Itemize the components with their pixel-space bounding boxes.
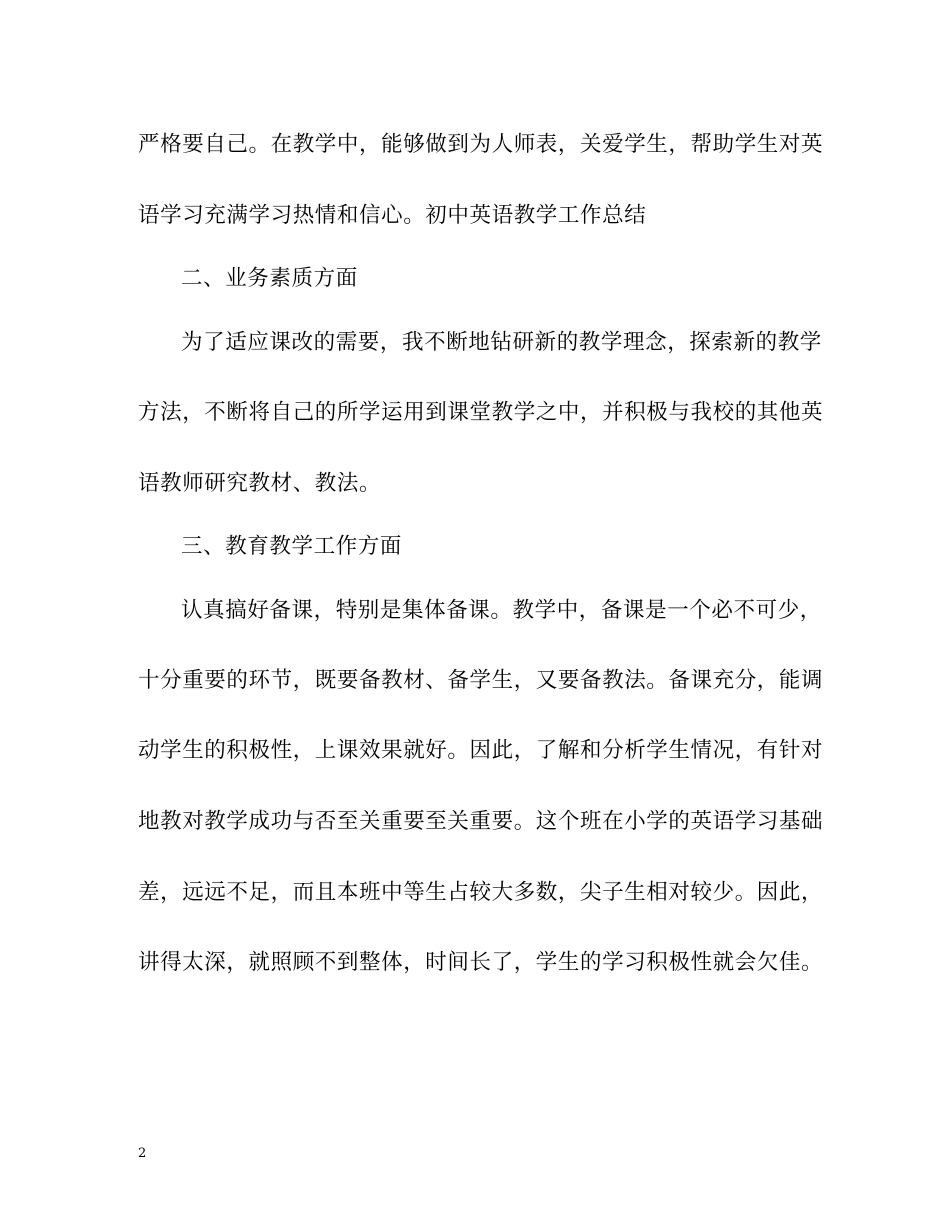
paragraph-first-line: 为了适应课改的需要，我不断地钻研新的教学理念，探索新的教学 xyxy=(181,330,822,355)
body-text-line: 地教对教学成功与否至关重要至关重要。这个班在小学的英语学习基础 xyxy=(138,809,824,834)
paragraph-first-line: 认真搞好备课，特别是集体备课。教学中，备课是一个必不可少， xyxy=(181,598,822,623)
body-text-line: 动学生的积极性，上课效果就好。因此，了解和分析学生情况，有针对 xyxy=(138,738,824,763)
body-text-line: 语教师研究教材、教法。 xyxy=(138,471,382,496)
page-number: 2 xyxy=(138,1146,147,1161)
body-text-line: 讲得太深，就照顾不到整体，时间长了，学生的学习积极性就会欠佳。 xyxy=(138,950,824,975)
body-text-line: 方法，不断将自己的所学运用到课堂教学之中，并积极与我校的其他英 xyxy=(138,400,824,425)
body-text-line: 语学习充满学习热情和信心。初中英语教学工作总结 xyxy=(138,203,647,228)
body-text-line: 十分重要的环节，既要备教材、备学生，又要备教法。备课充分，能调 xyxy=(138,668,824,693)
body-text-line: 差，远远不足，而且本班中等生占较大多数，尖子生相对较少。因此， xyxy=(138,880,824,905)
section-heading: 三、教育教学工作方面 xyxy=(181,534,403,559)
body-text-line: 严格要自己。在教学中，能够做到为人师表，关爱学生，帮助学生对英 xyxy=(138,132,824,157)
section-heading: 二、业务素质方面 xyxy=(181,266,358,291)
